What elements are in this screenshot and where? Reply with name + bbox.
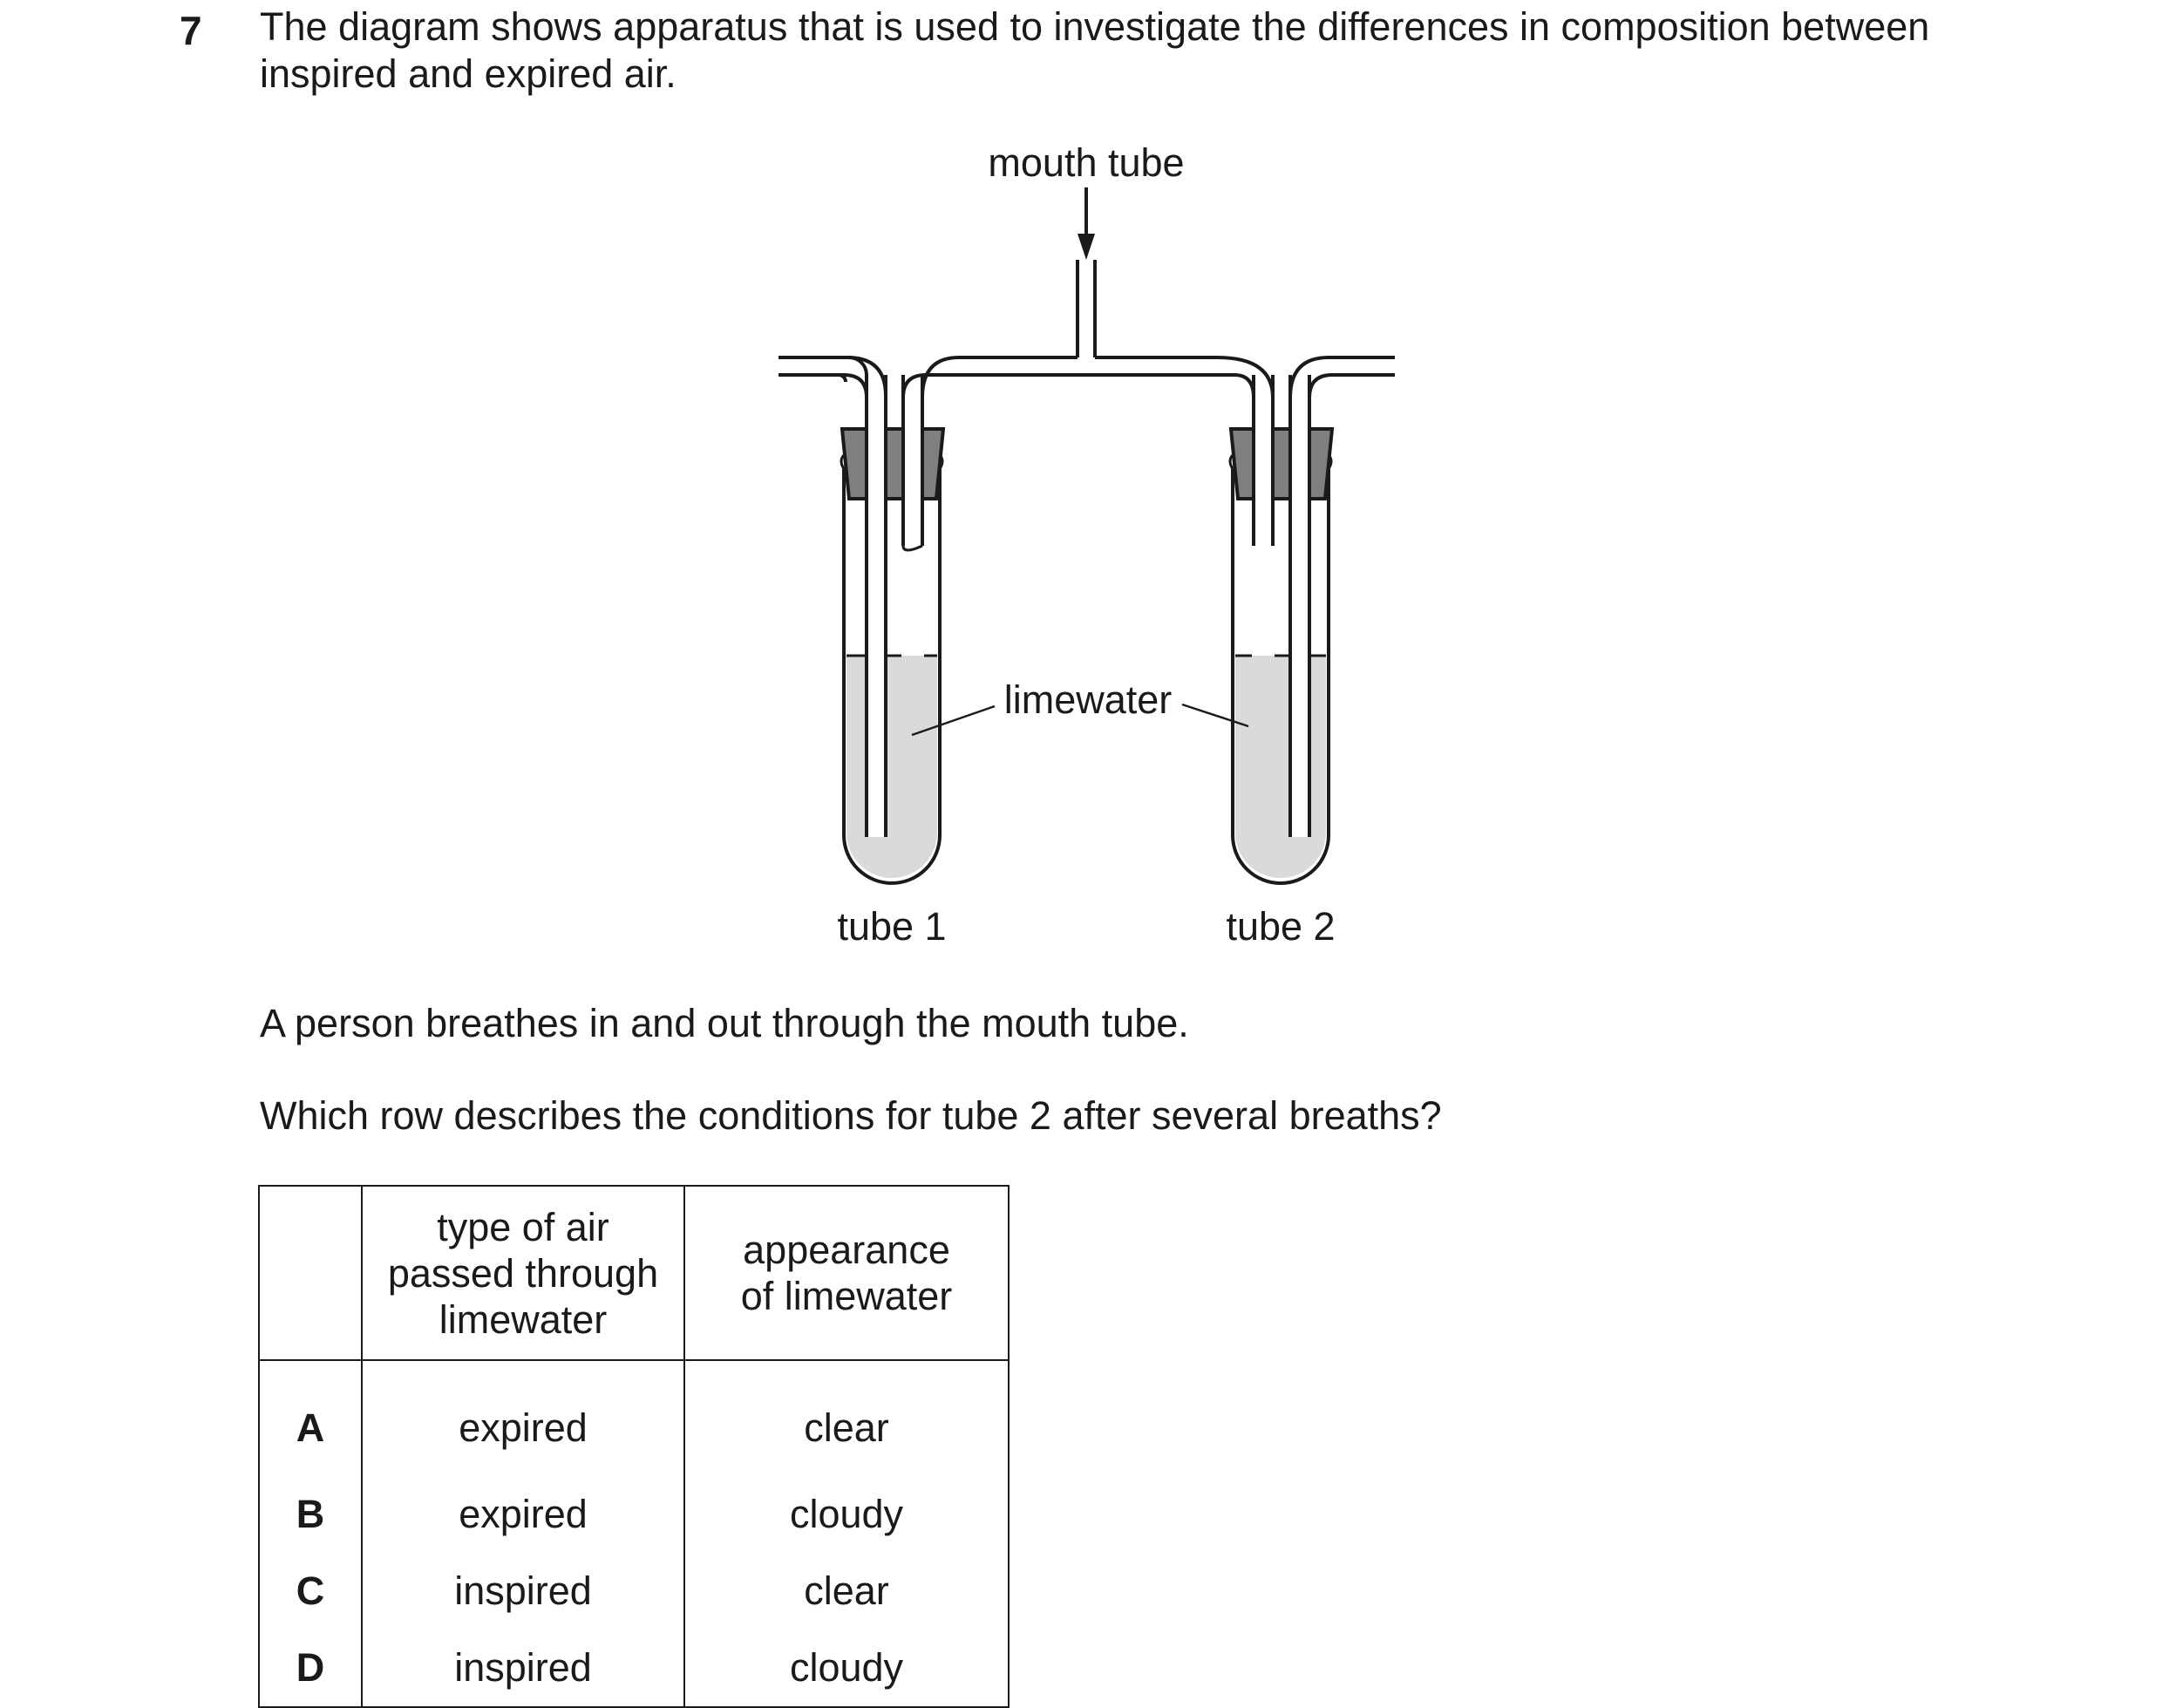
table-header-row (259, 1186, 1009, 1360)
header-empty (259, 1186, 362, 1360)
paragraph-question: Which row describes the conditions for tube 2 after several breaths? (260, 1093, 1442, 1138)
option-air: inspired (362, 1553, 684, 1630)
limewater-tube-2 (1235, 656, 1326, 878)
option-appearance: clear (684, 1360, 1009, 1476)
option-row-c[interactable] (259, 1553, 1009, 1630)
question-stem: The diagram shows apparatus that is used to investigate the differences in composition between inspired and expired air. (260, 4, 1930, 96)
label-limewater: limewater (1003, 677, 1173, 722)
test-tube-2 (1230, 375, 1332, 883)
stopper-tube-1 (842, 429, 943, 499)
label-mouth-tube: mouth tube (988, 140, 1185, 185)
option-air: expired (362, 1476, 684, 1553)
option-appearance: clear (684, 1553, 1009, 1630)
answer-table (258, 1185, 1010, 1708)
limewater-tube-1 (846, 656, 937, 878)
label-tube-1: tube 1 (837, 904, 947, 949)
stopper-tube-2 (1231, 429, 1332, 499)
label-tube-2: tube 2 (1226, 904, 1336, 949)
option-row-a[interactable] (259, 1360, 1009, 1476)
option-letter: D (259, 1630, 362, 1707)
option-air: inspired (362, 1630, 684, 1707)
paragraph-breathing: A person breathes in and out through the mouth tube. (260, 1001, 1189, 1045)
option-letter: A (259, 1360, 362, 1476)
option-appearance: cloudy (684, 1476, 1009, 1553)
option-letter: C (259, 1553, 362, 1630)
header-type-of-air: type of air passed through limewater (362, 1186, 684, 1360)
test-tube-1 (841, 375, 943, 883)
option-row-b[interactable] (259, 1476, 1009, 1553)
question-number: 7 (180, 8, 202, 53)
header-appearance: appearance of limewater (684, 1186, 1009, 1360)
option-air: expired (362, 1360, 684, 1476)
option-letter: B (259, 1476, 362, 1553)
option-appearance: cloudy (684, 1630, 1009, 1707)
